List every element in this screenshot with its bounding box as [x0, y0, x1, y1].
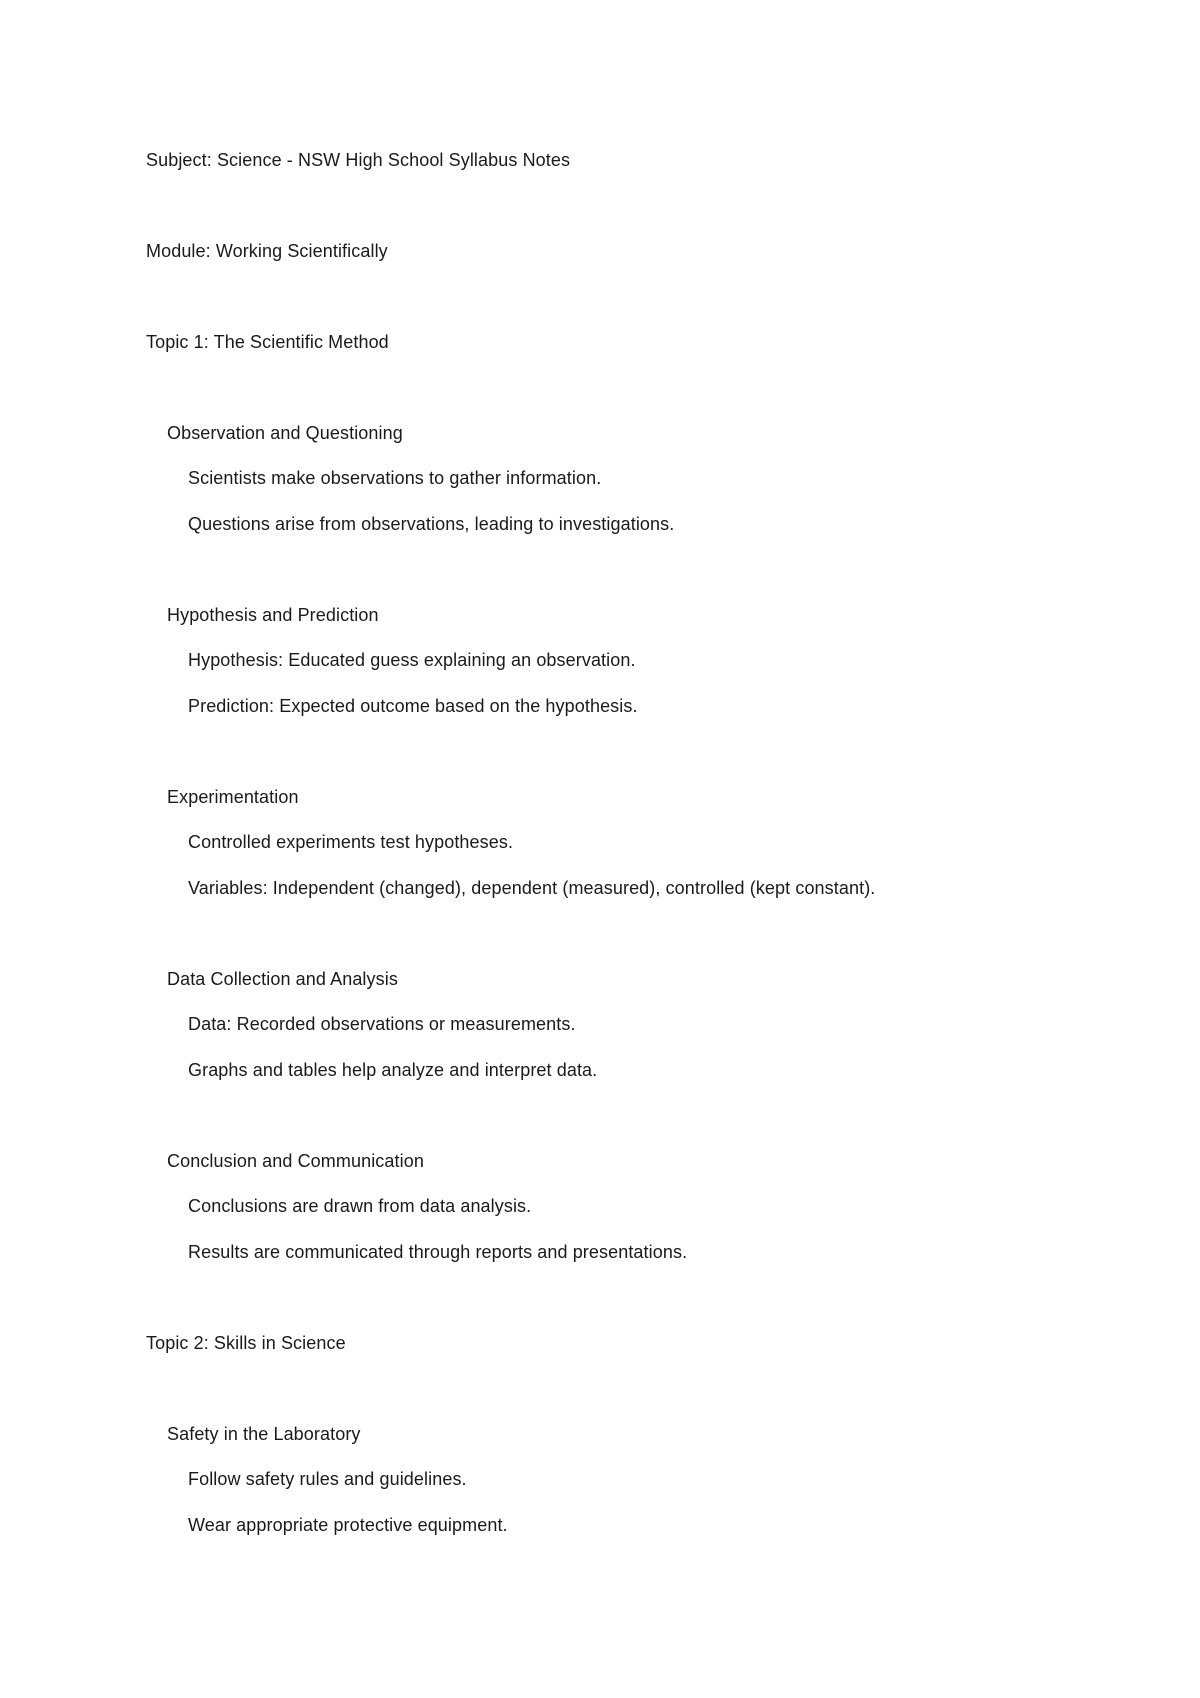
section-heading-conclusion: Conclusion and Communication — [167, 1151, 424, 1171]
list-item: Wear appropriate protective equipment. — [188, 1515, 508, 1535]
list-item: Scientists make observations to gather information. — [188, 468, 602, 488]
list-item: Hypothesis: Educated guess explaining an observation. — [188, 650, 636, 670]
list-item: Controlled experiments test hypotheses. — [188, 832, 514, 852]
section-heading-experimentation: Experimentation — [167, 787, 299, 807]
topic-2-title: Topic 2: Skills in Science — [146, 1333, 346, 1353]
list-item: Follow safety rules and guidelines. — [188, 1469, 467, 1489]
section-heading-observation: Observation and Questioning — [167, 423, 403, 443]
list-item: Prediction: Expected outcome based on the hypothesis. — [188, 696, 638, 716]
section-heading-safety: Safety in the Laboratory — [167, 1424, 361, 1444]
list-item: Questions arise from observations, leading to investigations. — [188, 514, 675, 534]
list-item: Variables: Independent (changed), dependent (measured), controlled (kept constant). — [188, 878, 876, 898]
topic-1-title: Topic 1: The Scientific Method — [146, 332, 389, 352]
list-item: Data: Recorded observations or measurements. — [188, 1014, 576, 1034]
list-item: Graphs and tables help analyze and interpret data. — [188, 1060, 598, 1080]
list-item: Results are communicated through reports and presentations. — [188, 1242, 688, 1262]
section-heading-hypothesis: Hypothesis and Prediction — [167, 605, 379, 625]
section-heading-data-collection: Data Collection and Analysis — [167, 969, 398, 989]
module-line: Module: Working Scientifically — [146, 241, 388, 261]
subject-line: Subject: Science - NSW High School Syllabus Notes — [146, 150, 571, 170]
list-item: Conclusions are drawn from data analysis. — [188, 1196, 532, 1216]
